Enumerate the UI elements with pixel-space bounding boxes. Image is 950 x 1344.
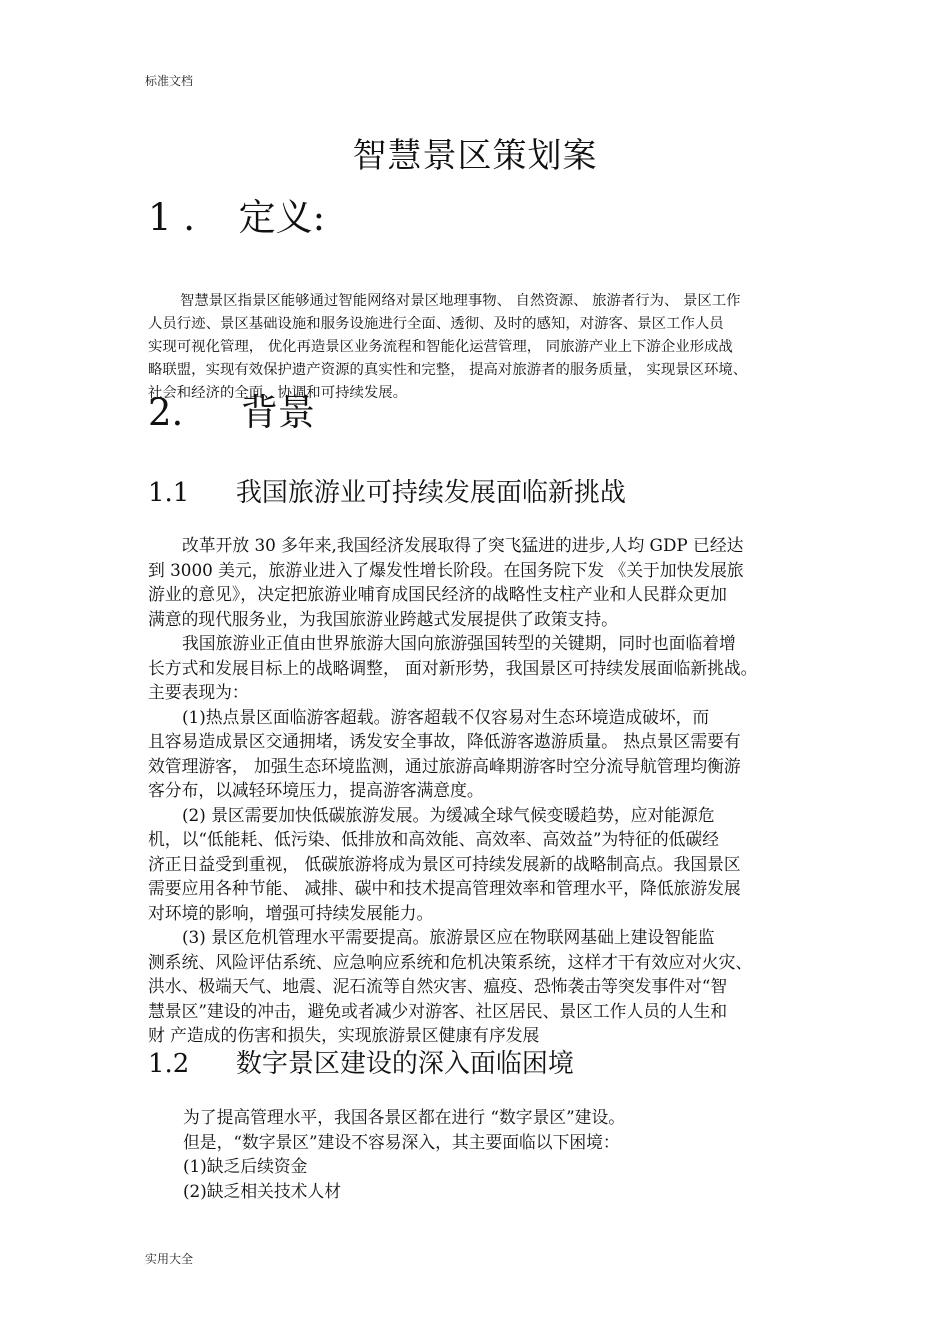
text-line: (2) 景区需要加快低碳旅游发展。为缓减全球气候变暖趋势，应对能源危: [182, 804, 715, 825]
text-line: 略联盟，实现有效保护遗产资源的真实性和完整， 提高对旅游者的服务质量， 实现景区环境、: [148, 362, 748, 378]
text-line: 为了提高管理水平，我国各景区都在进行 “数字景区”建设。: [183, 1107, 626, 1127]
subsection-heading-1-1: [148, 472, 626, 509]
text-line: 实现可视化管理， 优化再造景区业务流程和智能化运营管理， 同旅游产业上下游企业形成战: [148, 339, 733, 355]
page-header: 标准文档: [145, 74, 194, 88]
text-line: 满意的现代服务业，为我国旅游业跨越式发展提供了政策支持。: [148, 608, 618, 629]
text-line: 机，以“低能耗、低污染、低排放和高效能、高效率、高效益”为特征的低碳经: [148, 829, 719, 849]
text-line: 人员行迹、景区基础设施和服务设施进行全面、透彻、及时的感知，对游客、景区工作人员: [148, 316, 724, 332]
text-line: 洪水、极端天气、地震、泥石流等自然灾害、瘟疫、恐怖袭击等突发事件对“智: [148, 976, 728, 996]
text-line: 且容易造成景区交通拥堵，诱发安全事故，降低游客遨游质量。 热点景区需要有: [148, 731, 741, 751]
subsection-title: 数字景区建设的深入面临困境: [235, 1049, 574, 1079]
subsection-title: 我国旅游业可持续发展面临新挑战: [235, 478, 626, 508]
section-number: 1 .: [148, 196, 196, 239]
section-heading-background: [148, 382, 315, 436]
text-line: 对环境的影响，增强可持续发展能力。: [148, 902, 434, 923]
section-number: 2.: [148, 391, 184, 434]
text-line: 慧景区”建设的冲击，避免或者减少对游客、社区居民、景区工作人员的人生和: [148, 1000, 728, 1021]
text-line: 济正日益受到重视， 低碳旅游将成为景区可持续发展新的战略制高点。我国景区: [148, 853, 741, 874]
text-line: 测系统、风险评估系统、应急响应系统和危机决策系统，这样才干有效应对火灾、: [148, 951, 753, 972]
paragraph-reform: [148, 533, 810, 1048]
text-line: 但是，“数字景区”建设不容易深入，其主要面临以下困境：: [183, 1131, 620, 1152]
list-item: (1)缺乏后续资金: [183, 1156, 308, 1176]
text-line: 改革开放 30 多年来,我国经济发展取得了突飞猛进的进步,人均 GDP 已经达: [182, 535, 744, 555]
text-line: 到 3000 美元，旅游业进入了爆发性增长阶段。在国务院下发 《关于加快发展旅: [148, 559, 744, 580]
text-line: 财 产造成的伤害和损失，实现旅游景区健康有序发展: [148, 1025, 540, 1045]
text-line: 效管理游客， 加强生态环境监测，通过旅游高峰期游客时空分流导航管理均衡游: [148, 755, 741, 776]
text-line: 我国旅游业正值由世界旅游大国向旅游强国转型的关键期，同时也面临着增: [182, 633, 736, 653]
text-line: 游业的意见》，决定把旅游业哺育成国民经济的战略性支柱产业和人民群众更加: [148, 584, 727, 604]
document-title: 智慧景区策划案: [352, 136, 598, 176]
subsection-number: 1.2: [148, 1049, 190, 1079]
text-line: 长方式和发展目标上的战略调整， 面对新形势，我国景区可持续发展面临新挑战。: [148, 657, 758, 678]
list-item: (2)缺乏相关技术人材: [183, 1180, 342, 1201]
difficulties-list: [183, 1105, 625, 1203]
text-line: 客分布，以减轻环境压力，提高游客满意度。: [148, 780, 484, 800]
text-line: 需要应用各种节能、 减排、碳中和技术提高管理效率和管理水平，降低旅游发展: [148, 878, 741, 898]
text-line: 主要表现为：: [148, 682, 249, 702]
text-line: 智慧景区指景区能够通过智能网络对景区地理事物、 自然资源、 旅游者行为、 景区工作: [180, 293, 741, 309]
page-footer: 实用大全: [145, 1252, 194, 1266]
subsection-heading-1-2: [148, 1043, 574, 1080]
section-heading-definition: [148, 187, 325, 241]
section-title: 定义:: [238, 196, 326, 239]
section-title: 背景: [240, 391, 315, 434]
text-line: (3) 景区危机管理水平需要提高。旅游景区应在物联网基础上建设智能监: [182, 927, 715, 947]
text-line: (1)热点景区面临游客超载。游客超载不仅容易对生态环境造成破坏，而: [182, 706, 710, 727]
text-line: 社会和经济的全面、协调和可持续发展。: [148, 385, 408, 401]
subsection-number: 1.1: [148, 478, 190, 508]
